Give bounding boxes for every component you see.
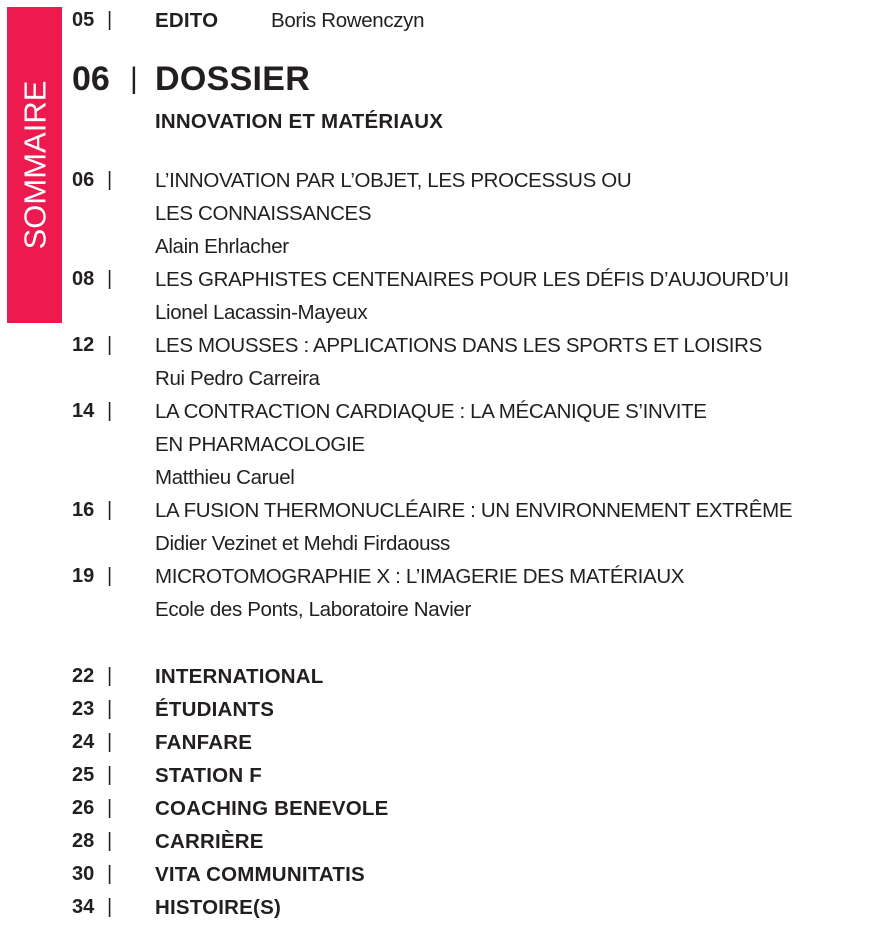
page-number: 25 <box>72 764 95 786</box>
sommaire-label: SOMMAIRE <box>17 80 52 250</box>
page-number: 06 <box>72 60 110 98</box>
separator: | <box>107 797 113 819</box>
page-number: 22 <box>72 665 95 687</box>
separator: | <box>107 764 113 786</box>
article-author: Lionel Lacassin-Mayeux <box>155 301 368 324</box>
section-title: HISTOIRE(S) <box>155 896 281 919</box>
section-title: VITA COMMUNITATIS <box>155 863 365 886</box>
article-title-line: LES MOUSSES : APPLICATIONS DANS LES SPORTS ET LOISIRS <box>155 334 762 357</box>
page-number: 08 <box>72 268 95 290</box>
page-number: 05 <box>72 9 95 31</box>
article-author: Matthieu Caruel <box>155 466 295 489</box>
entry-author: Boris Rowenczyn <box>271 9 425 32</box>
page-number: 16 <box>72 499 95 521</box>
separator: | <box>107 334 113 356</box>
sommaire-band <box>7 7 62 323</box>
entry-title: EDITO <box>155 9 219 32</box>
article-title-line: MICROTOMOGRAPHIE X : L’IMAGERIE DES MATÉRIAUX <box>155 565 685 588</box>
section-title: CARRIÈRE <box>155 830 264 853</box>
separator: | <box>107 400 113 422</box>
page-number: 26 <box>72 797 95 819</box>
dossier-subtitle: INNOVATION ET MATÉRIAUX <box>155 110 444 133</box>
separator: | <box>107 9 113 31</box>
article-title-line: LES CONNAISSANCES <box>155 202 372 225</box>
article-author: Ecole des Ponts, Laboratoire Navier <box>155 598 471 621</box>
separator: | <box>107 499 113 521</box>
section-title: FANFARE <box>155 731 253 754</box>
separator: | <box>107 830 113 852</box>
separator: | <box>130 62 138 95</box>
page-number: 23 <box>72 698 95 720</box>
separator: | <box>107 665 113 687</box>
separator: | <box>107 731 113 753</box>
page-number: 19 <box>72 565 95 587</box>
section-title: ÉTUDIANTS <box>155 698 275 721</box>
article-title-line: L’INNOVATION PAR L’OBJET, LES PROCESSUS OU <box>155 169 632 192</box>
article-title-line: LES GRAPHISTES CENTENAIRES POUR LES DÉFIS D’AUJOURD’UI <box>155 268 789 291</box>
page-number: 30 <box>72 863 95 885</box>
separator: | <box>107 896 113 918</box>
page-number: 34 <box>72 896 95 918</box>
article-author: Didier Vezinet et Mehdi Firdaouss <box>155 532 450 555</box>
section-title: INTERNATIONAL <box>155 665 324 688</box>
article-title-line: LA CONTRACTION CARDIAQUE : LA MÉCANIQUE S’INVITE <box>155 400 707 423</box>
page-number: 14 <box>72 400 95 422</box>
page-number: 28 <box>72 830 95 852</box>
separator: | <box>107 698 113 720</box>
article-title-line: LA FUSION THERMONUCLÉAIRE : UN ENVIRONNEMENT EXTRÊME <box>155 499 793 522</box>
article-author: Alain Ehrlacher <box>155 235 289 258</box>
page-number: 24 <box>72 731 95 753</box>
separator: | <box>107 169 113 191</box>
separator: | <box>107 565 113 587</box>
section-title: STATION F <box>155 764 262 787</box>
section-title: COACHING BENEVOLE <box>155 797 389 820</box>
separator: | <box>107 268 113 290</box>
article-author: Rui Pedro Carreira <box>155 367 320 390</box>
separator: | <box>107 863 113 885</box>
article-title-line: EN PHARMACOLOGIE <box>155 433 365 456</box>
page-number: 06 <box>72 169 95 191</box>
dossier-title: DOSSIER <box>155 60 311 98</box>
page-number: 12 <box>72 334 95 356</box>
